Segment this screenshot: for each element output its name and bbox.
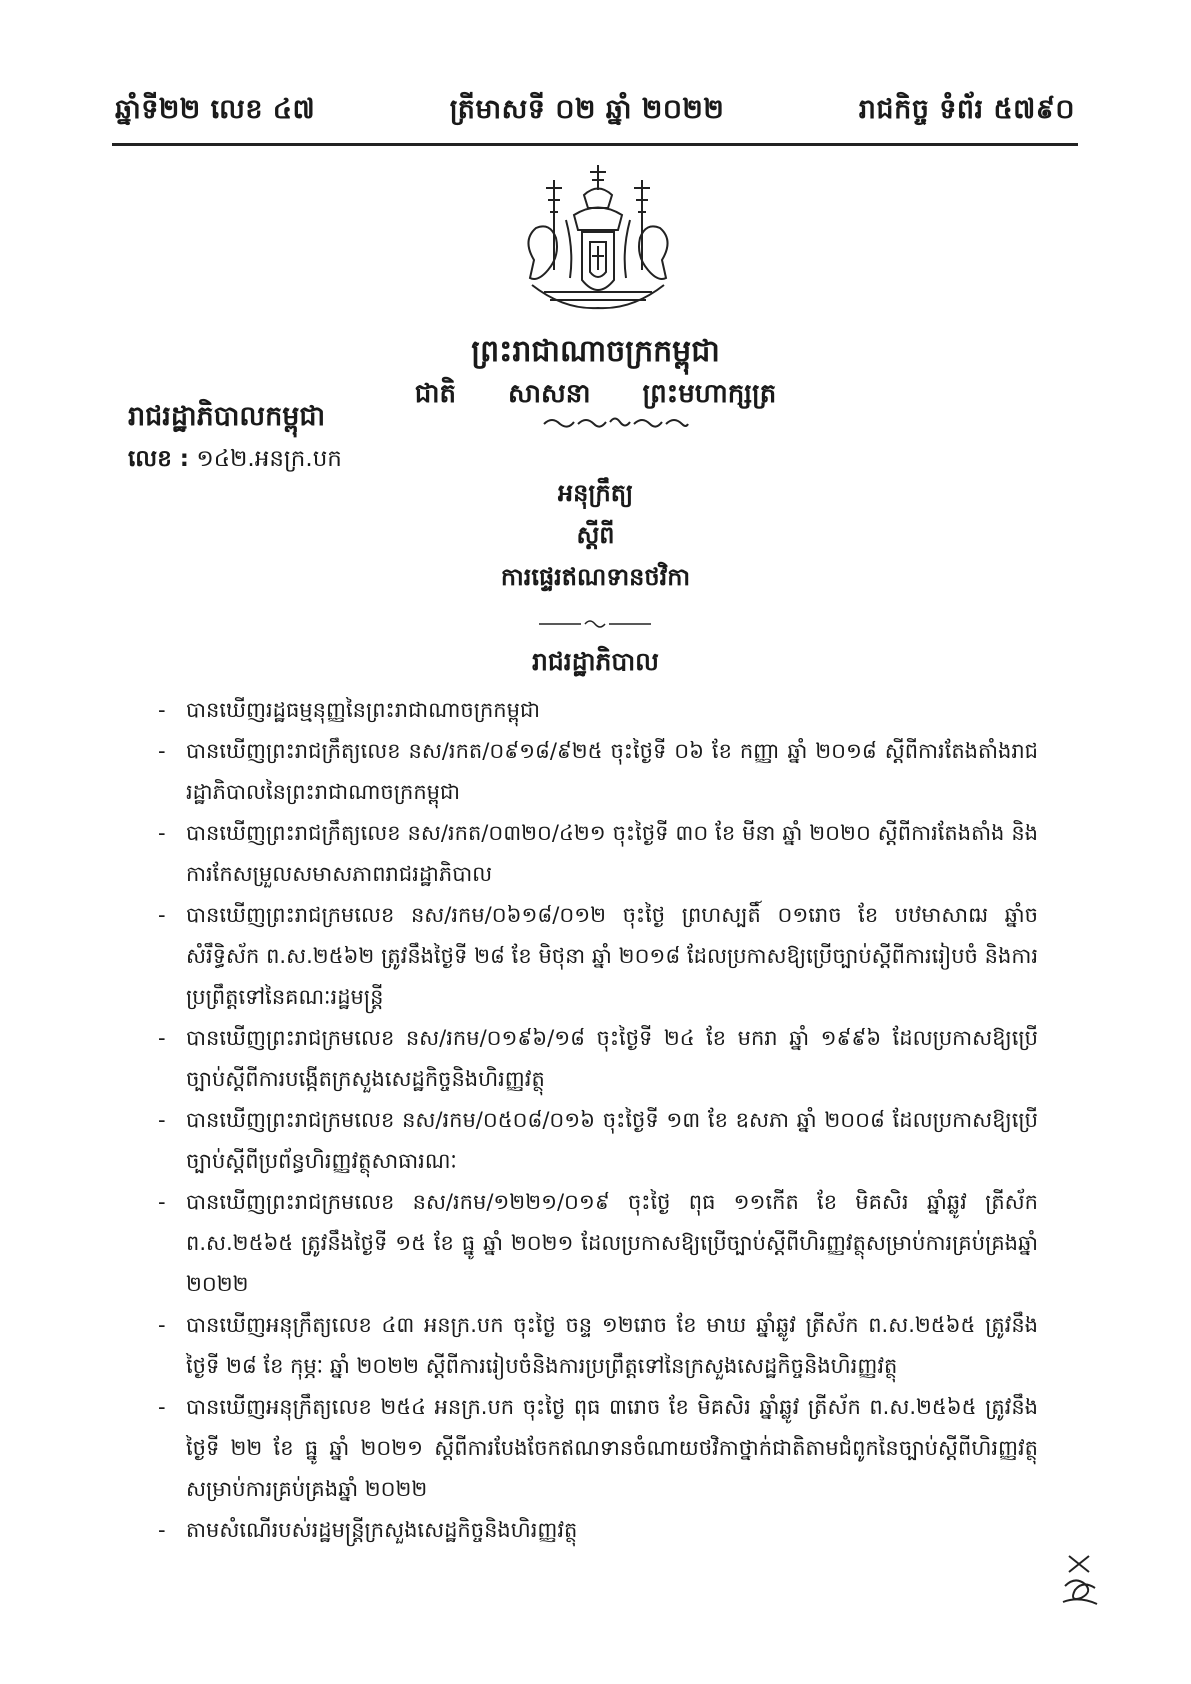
list-item: - បានឃើញអនុក្រឹត្យលេខ ៤៣ អនក្រ.បក ចុះថ្ងៃ ចន្ទ ១២រោច ខែ មាឃ ឆ្នាំឆ្លូវ ត្រីស័ក ព.ស.២៥៦៥ ត្រូវនឹងថ្ងៃទី ២៨ ខែ កុម្ភៈ ឆ្នាំ ២០២២ ស្តីពីការរៀបចំនិងការប្រព្រឹត្តទៅនៃក្រសួងសេដ្ឋកិច្ចនិងហិរញ្ញវត្ថុ <box>158 1305 1038 1387</box>
list-item: - បានឃើញរដ្ឋធម្មនុញ្ញនៃព្រះរាជាណាចក្រកម្ពុជា <box>158 690 1038 731</box>
gazette-header <box>115 88 1075 136</box>
kingdom-title: ព្រះរាជាណាចក្រកម្ពុជា <box>471 334 720 369</box>
document-type: អនុក្រឹត្យ <box>557 479 634 507</box>
preamble-text: បានឃើញអនុក្រឹត្យលេខ ២៥៤ អនក្រ.បក ចុះថ្ងៃ ពុធ ៣រោច ខែ មិគសិរ ឆ្នាំឆ្លូវ ត្រីស័ក ព.ស.២៥៦៥ ត្រូវនឹងថ្ងៃទី ២២ ខែ ធ្នូ ឆ្នាំ ២០២១ ស្តីពីការបែងចែកឥណទានចំណាយថវិកាថ្នាក់ជាតិតាមជំពូកនៃច្បាប់ស្តីពីហិរញ្ញវត្ថុសម្រាប់ការគ្រប់គ្រងឆ្នាំ ២០២២ <box>186 1395 1038 1501</box>
list-item: - បានឃើញព្រះរាជក្រឹត្យលេខ នស/រកត/០៩១៨/៩២៥ ចុះថ្ងៃទី ០៦ ខែ កញ្ញា ឆ្នាំ ២០១៨ ស្តីពីការតែងតាំងរាជរដ្ឋាភិបាលនៃព្រះរាជាណាចក្រកម្ពុជា <box>158 731 1038 813</box>
list-item: - បានឃើញព្រះរាជក្រមលេខ នស/រកម/០៥០៨/០១៦ ចុះថ្ងៃទី ១៣ ខែ ឧសភា ឆ្នាំ ២០០៨ ដែលប្រកាសឱ្យប្រើច្បាប់ស្តីពីប្រព័ន្ធហិរញ្ញវត្ថុសាធារណៈ <box>158 1100 1038 1182</box>
preamble-text: បានឃើញព្រះរាជក្រមលេខ នស/រកម/០៦១៨/០១២ ចុះថ្ងៃ ព្រហស្បតិ៍ ០១រោច ខែ បឋមាសាឍ ឆ្នាំច សំរឹទ្ធិស័ក ព.ស.២៥៦២ ត្រូវនឹងថ្ងៃទី ២៨ ខែ មិថុនា ឆ្នាំ ២០១៨ ដែលប្រកាសឱ្យប្រើច្បាប់ស្តីពីការរៀបចំ និងការប្រព្រឹត្តទៅនៃគណៈរដ្ឋមន្ត្រី <box>186 903 1038 1009</box>
list-item: - បានឃើញព្រះរាជក្រមលេខ នស/រកម/០១៩៦/១៨ ចុះថ្ងៃទី ២៤ ខែ មករា ឆ្នាំ ១៩៩៦ ដែលប្រកាសឱ្យប្រើច្បាប់ស្តីពីការបង្កើតក្រសួងសេដ្ឋកិច្ចនិងហិរញ្ញវត្ថុ <box>158 1018 1038 1100</box>
ornament-divider-icon <box>540 412 690 432</box>
document-number-label: លេខ : <box>128 446 190 472</box>
preamble-text: បានឃើញព្រះរាជក្រមលេខ នស/រកម/០១៩៦/១៨ ចុះថ្ងៃទី ២៤ ខែ មករា ឆ្នាំ ១៩៩៦ ដែលប្រកាសឱ្យប្រើច្បាប់ស្តីពីការបង្កើតក្រសួងសេដ្ឋកិច្ចនិងហិរញ្ញវត្ថុ <box>186 1026 1038 1091</box>
motto-nation: ជាតិ <box>414 379 457 409</box>
royal-coat-of-arms-icon <box>504 160 692 330</box>
motto-king: ព្រះមហាក្សត្រ <box>642 379 777 409</box>
preamble-text: បានឃើញព្រះរាជក្រឹត្យលេខ នស/រកត/០៣២០/៤២១ ចុះថ្ងៃទី ៣០ ខែ មីនា ឆ្នាំ ២០២០ ស្តីពីការតែងតាំង និងការកែសម្រួលសមាសភាពរាជរដ្ឋាភិបាល <box>186 821 1038 886</box>
issuer-name: រាជរដ្ឋាភិបាលកម្ពុជា <box>128 401 326 432</box>
preamble-text: បានឃើញព្រះរាជក្រឹត្យលេខ នស/រកត/០៩១៨/៩២៥ ចុះថ្ងៃទី ០៦ ខែ កញ្ញា ឆ្នាំ ២០១៨ ស្តីពីការតែងតាំងរាជរដ្ឋាភិបាលនៃព្រះរាជាណាចក្រកម្ពុជា <box>186 739 1038 804</box>
motto-religion: សាសនា <box>508 379 591 409</box>
preamble-text: បានឃើញព្រះរាជក្រមលេខ នស/រកម/១២២១/០១៩ ចុះថ្ងៃ ពុធ ១១កើត ខែ មិគសិរ ឆ្នាំឆ្លូវ ត្រីស័ក ព.ស.២៥៦៥ ត្រូវនឹងថ្ងៃទី ១៥ ខែ ធ្នូ ឆ្នាំ ២០២១ ដែលប្រកាសឱ្យប្រើច្បាប់ស្តីពីហិរញ្ញវត្ថុសម្រាប់ការគ្រប់គ្រងឆ្នាំ ២០២២ <box>186 1190 1038 1296</box>
gazette-page-number: រាជកិច្ច ទំព័រ ៥៧៩០ <box>858 93 1075 125</box>
list-item: - បានឃើញព្រះរាជក្រមលេខ នស/រកម/១២២១/០១៩ ចុះថ្ងៃ ពុធ ១១កើត ខែ មិគសិរ ឆ្នាំឆ្លូវ ត្រីស័ក ព.ស.២៥៦៥ ត្រូវនឹងថ្ងៃទី ១៥ ខែ ធ្នូ ឆ្នាំ ២០២១ ដែលប្រកាសឱ្យប្រើច្បាប់ស្តីពីហិរញ្ញវត្ថុសម្រាប់ការគ្រប់គ្រងឆ្នាំ ២០២២ <box>158 1182 1038 1305</box>
section-heading: រាជរដ្ឋាភិបាល <box>532 647 659 676</box>
preamble-text: បានឃើញព្រះរាជក្រមលេខ នស/រកម/០៥០៨/០១៦ ចុះថ្ងៃទី ១៣ ខែ ឧសភា ឆ្នាំ ២០០៨ ដែលប្រកាសឱ្យប្រើច្បាប់ស្តីពីប្រព័ន្ធហិរញ្ញវត្ថុសាធារណៈ <box>186 1108 1038 1173</box>
gazette-date: ត្រីមាសទី ០២ ឆ្នាំ ២០២២ <box>449 93 725 125</box>
preamble-list <box>158 690 1038 1551</box>
document-number-value: ១៤២.អនក្រ.បក <box>196 446 342 472</box>
preamble-text: បានឃើញអនុក្រឹត្យលេខ ៤៣ អនក្រ.បក ចុះថ្ងៃ ចន្ទ ១២រោច ខែ មាឃ ឆ្នាំឆ្លូវ ត្រីស័ក ព.ស.២៥៦៥ ត្រូវនឹងថ្ងៃទី ២៨ ខែ កុម្ភៈ ឆ្នាំ ២០២២ ស្តីពីការរៀបចំនិងការប្រព្រឹត្តទៅនៃក្រសួងសេដ្ឋកិច្ចនិងហិរញ្ញវត្ថុ <box>186 1313 1038 1378</box>
header-rule <box>112 143 1078 146</box>
ornament-divider-icon <box>535 618 655 630</box>
document-about: ស្តីពី <box>576 521 615 549</box>
list-item: - បានឃើញព្រះរាជក្រឹត្យលេខ នស/រកត/០៣២០/៤២១ ចុះថ្ងៃទី ៣០ ខែ មីនា ឆ្នាំ ២០២០ ស្តីពីការតែងតាំង និងការកែសម្រួលសមាសភាពរាជរដ្ឋាភិបាល <box>158 813 1038 895</box>
initials-signature-icon <box>1055 1550 1103 1608</box>
list-item: - តាមសំណើរបស់រដ្ឋមន្ត្រីក្រសួងសេដ្ឋកិច្ចនិងហិរញ្ញវត្ថុ <box>158 1510 1038 1551</box>
preamble-text: បានឃើញរដ្ឋធម្មនុញ្ញនៃព្រះរាជាណាចក្រកម្ពុជា <box>186 698 540 722</box>
preamble-text: តាមសំណើរបស់រដ្ឋមន្ត្រីក្រសួងសេដ្ឋកិច្ចនិងហិរញ្ញវត្ថុ <box>186 1518 578 1542</box>
document-subject: ការផ្ទេរឥណទានថវិកា <box>500 563 691 591</box>
list-item: - បានឃើញព្រះរាជក្រមលេខ នស/រកម/០៦១៨/០១២ ចុះថ្ងៃ ព្រហស្បតិ៍ ០១រោច ខែ បឋមាសាឍ ឆ្នាំច សំរឹទ្ធិស័ក ព.ស.២៥៦២ ត្រូវនឹងថ្ងៃទី ២៨ ខែ មិថុនា ឆ្នាំ ២០១៨ ដែលប្រកាសឱ្យប្រើច្បាប់ស្តីពីការរៀបចំ និងការប្រព្រឹត្តទៅនៃគណៈរដ្ឋមន្ត្រី <box>158 895 1038 1018</box>
gazette-issue: ឆ្នាំទី២២ លេខ ៤៧ <box>115 93 316 125</box>
document-number <box>128 445 342 478</box>
list-item: - បានឃើញអនុក្រឹត្យលេខ ២៥៤ អនក្រ.បក ចុះថ្ងៃ ពុធ ៣រោច ខែ មិគសិរ ឆ្នាំឆ្លូវ ត្រីស័ក ព.ស.២៥៦៥ ត្រូវនឹងថ្ងៃទី ២២ ខែ ធ្នូ ឆ្នាំ ២០២១ ស្តីពីការបែងចែកឥណទានចំណាយថវិកាថ្នាក់ជាតិតាមជំពូកនៃច្បាប់ស្តីពីហិរញ្ញវត្ថុសម្រាប់ការគ្រប់គ្រងឆ្នាំ ២០២២ <box>158 1387 1038 1510</box>
